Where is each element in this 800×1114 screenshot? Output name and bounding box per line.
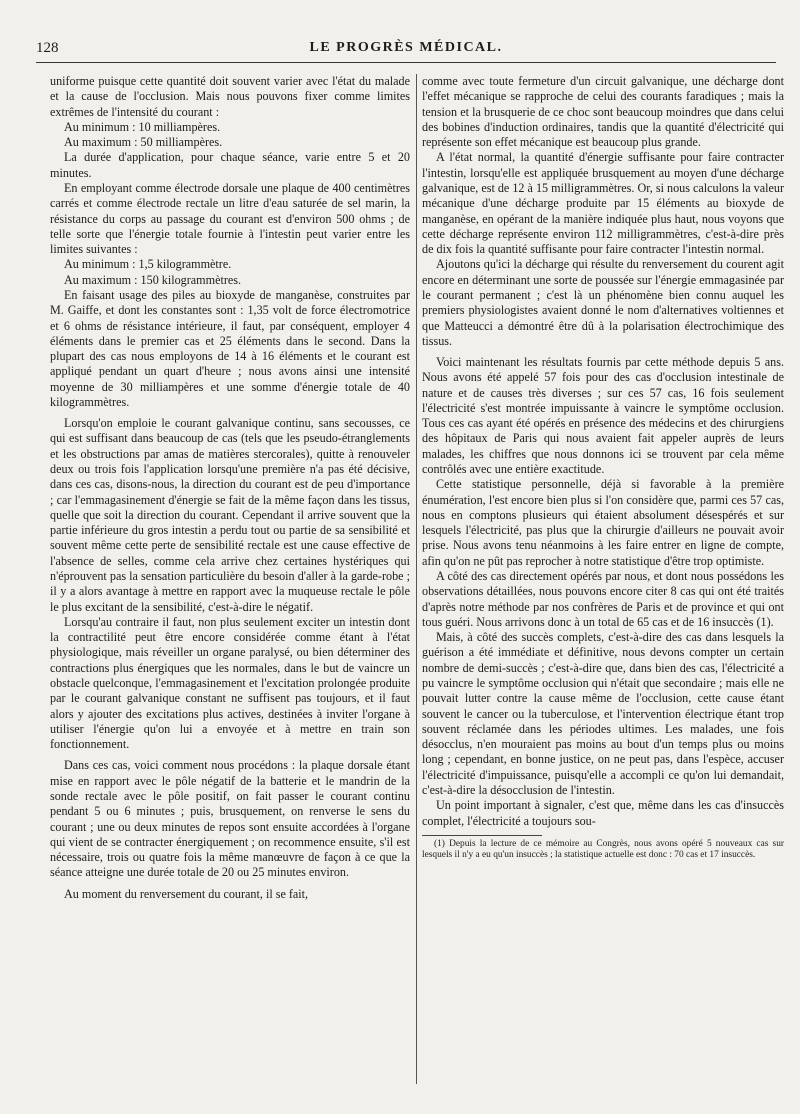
paragraph: En faisant usage des piles au bioxyde de manganèse, construites par M. Gaiffe, et dont les constantes sont : 1,35 volt de force électromotrice et 6 ohms de résistance intérieure, il faut, par conséquent, employer 4 éléments dans le premier cas et 25 éléments dans le second. Dans la plupart des cas nous employons de 14 à 16 éléments et le courant est appliqué pendant un quart d'heure ; nous avons ainsi une intensité moyenne de 30 milliampères et une somme d'énergie totale de 40 kilogrammètres. — [50, 287, 410, 409]
footnote-rule — [422, 835, 542, 836]
list-line: Au minimum : 10 milliampères. — [64, 119, 221, 134]
paragraph: Dans ces cas, voici comment nous procédons : la plaque dorsale étant mise en rapport avec le pôle négatif de la batterie et le mandrin de la sonde rectale avec le pôle positif, on fait passer le courant continu pendant 5 ou 6 minutes ; puis, brusquement, on renverse le sens du courant ; une ou deux minutes de repos sont ensuite accordées à l'organe qui vient de se contracter énergiquement ; on recommence ensuite, s'il est nécessaire, trois ou quatre fois la même manœuvre de façon à ce que la séance atteigne une durée totale de 20 ou 25 minutes environ. — [50, 758, 410, 880]
paragraph: Un point important à signaler, c'est que, même dans les cas d'insuccès complet, l'électricité a toujours sou- — [422, 798, 784, 828]
paragraph: Voici maintenant les résultats fournis par cette méthode depuis 5 ans. Nous avons été appelé 57 fois pour des cas d'occlusion intestinale de nature et de causes très diverses ; sur ces 57 cas, 16 fois seulement l'électricité s'est montrée impuissante à vaincre le symptôme occlusion. Tous ces cas ayant été opérés en présence des médecins et des chirurgiens des hôpitaux de Paris qui nous avaient fait appeler auprès de leurs malades, les chiffres que nous donnons ici se trouvent par cela même contrôlés avec une entière exactitude. — [422, 355, 784, 477]
list-line: Au minimum : 1,5 kilogrammètre. — [64, 257, 232, 272]
right-column — [422, 74, 784, 861]
paragraph: Cette statistique personnelle, déjà si favorable à la première énumération, l'est encore bien plus si l'on considère que, parmi ces 57 cas, nous en comptons plusieurs qui étaient absolument désespérés et sur lesquels l'électricité, pas plus que la chirurgie d'ailleurs ne pouvait avoir prise. Nous avons tenu néanmoins à les faire entrer en ligne de compte, afin qu'on ne pût pas reprocher à notre statistique d'être trop optimiste. — [422, 477, 784, 568]
list-line: Au maximum : 50 milliampères. — [64, 135, 223, 150]
paragraph: A côté des cas directement opérés par nous, et dont nous possédons les observations détaillées, nous pouvons encore citer 8 cas qui ont été traités d'après notre méthode par nos confrères de Paris et de province et qui ont tous guéri. Nous arrivons donc à un total de 65 cas et de 16 insuccès (1). — [422, 569, 784, 629]
paragraph: uniforme puisque cette quantité doit souvent varier avec l'état du malade et la cause de l'occlusion. Mais nous pouvons fixer comme limites extrêmes de l'intensité du courant : — [50, 74, 410, 119]
page-header — [36, 38, 776, 63]
page-number: 128 — [36, 40, 59, 56]
column-divider — [416, 74, 417, 1084]
paragraph: A l'état normal, la quantité d'énergie suffisante pour faire contracter l'intestin, lorsqu'elle est appliquée brusquement au moyen d'une décharge galvanique, est de 12 à 15 milligrammètres. Or, si nous calculons la valeur mécanique d'une décharge produite par 15 éléments au bioxyde de manganèse, en opérant de la manière indiquée plus haut, nous voyons que cette décharge représente environ 112 milligrammètres, c'est-à-dire près de dix fois la quantité suffisante pour faire contracter l'intestin normal. — [422, 150, 784, 257]
footnote: (1) Depuis la lecture de ce mémoire au Congrès, nous avons opéré 5 nouveaux cas sur lesquels il n'y a eu qu'un insuccès ; la statistique actuelle est donc : 70 cas et 17 insuccès. — [422, 838, 784, 860]
paragraph: La durée d'application, pour chaque séance, varie entre 5 et 20 minutes. — [50, 150, 410, 180]
paragraph: En employant comme électrode dorsale une plaque de 400 centimètres carrés et comme électrode rectale un litre d'eau saturée de sel marin, la résistance du corps au passage du courant est d'environ 500 ohms ; de telle sorte que l'énergie totale fournie à l'intestin peut varier entre les limites suivantes : — [50, 180, 410, 257]
list-line: Au maximum : 150 kilogrammètres. — [64, 272, 242, 287]
paragraph: comme avec toute fermeture d'un circuit galvanique, une décharge dont l'effet mécanique se rapproche de celui des courants faradiques ; mais la tension et la brusquerie de ce choc sont beaucoup moindres que dans celui des bobines d'induction ordinaires, tandis que la quantité d'électricité qui représente son effet mécanique est beaucoup plus grande. — [422, 74, 784, 150]
paragraph: Ajoutons qu'ici la décharge qui résulte du renversement du courent agit encore en déterminant une sorte de poussée sur l'énergie emmagasinée par le courant permanent ; c'est là un phénomène bien connu auquel les premiers physiologistes avaient donné le nom d'alternatives voltiennes et que Matteucci a démontré être dû à la polarisation électrochimique des tissus. — [422, 257, 784, 348]
paragraph: Mais, à côté des succès complets, c'est-à-dire des cas dans lesquels la guérison a été immédiate et définitive, nous devons compter un certain nombre de demi-succès ; c'est-à-dire que, dans bien des cas, l'électricité a pu vaincre le symptôme occlusion qui n'était que secondaire ; mais elle ne pouvait lutter contre la cause même de l'occlusion, cette cause étant souvent le cancer ou la tuberculose, et l'intervention électrique étant trop souvent réclamée dans les périodes ultimes. Les malades, une fois désocclus, n'en mouraient pas moins au bout d'un temps plus ou moins long ; cependant, en bonne justice, on ne peut pas, dans l'espèce, accuser l'électricité d'impuissance, puisqu'elle a accompli ce qu'on lui demandait, c'est-à-dire la désocclusion de l'intestin. — [422, 630, 784, 797]
left-column — [50, 74, 410, 902]
paragraph: Au moment du renversement du courant, il se fait, — [64, 886, 309, 901]
paragraph: Lorsqu'au contraire il faut, non plus seulement exciter un intestin dont la contractilité peut être encore considérée comme étant à l'état physiologique, mais réveiller un organe paralysé, ou bien déterminer des contractions plus énergiques que les normales, dans le but de vaincre un obstacle quelconque, l'emmagasinement et l'excitation prolongée produite par le courant galvanique constant ne suffisent pas toujours, et il faut alors y ajouter des excitations plus actives, destinées à inviter l'organe à utiliser l'énergie qu'on lui a envoyée et à mettre en train son fonctionnement. — [50, 614, 410, 752]
journal-title: LE PROGRÈS MÉDICAL. — [309, 40, 503, 55]
paragraph: Lorsqu'on emploie le courant galvanique continu, sans secousses, ce qui est suffisant dans beaucoup de cas (tels que les pseudo-étranglements et les obstructions par amas de matières stercorales), quitte à renouveler deux ou trois fois l'application lorsqu'une première n'a pas été décisive, dans ces cas, disons-nous, la direction du courant est de peu d'importance ; car l'emmagasinement d'énergie se fait de la même façon dans les tissus, quelle que soit la direction du courant. Cependant il arrive souvent que la partie inférieure du gros intestin a perdu tout ou partie de sa sensibilité et souvent même cette perte de sensibilité rectale est une cause effective de l'absence de selles, comme cela arrive chez certaines hystériques qui n'éprouvent pas la sensation particulière du besoin d'aller à la garde-robe ; il y a alors avantage à mettre en rapport avec la muqueuse rectale le pôle le plus excitant de la sensibilité, c'est-à-dire le négatif. — [50, 416, 410, 614]
